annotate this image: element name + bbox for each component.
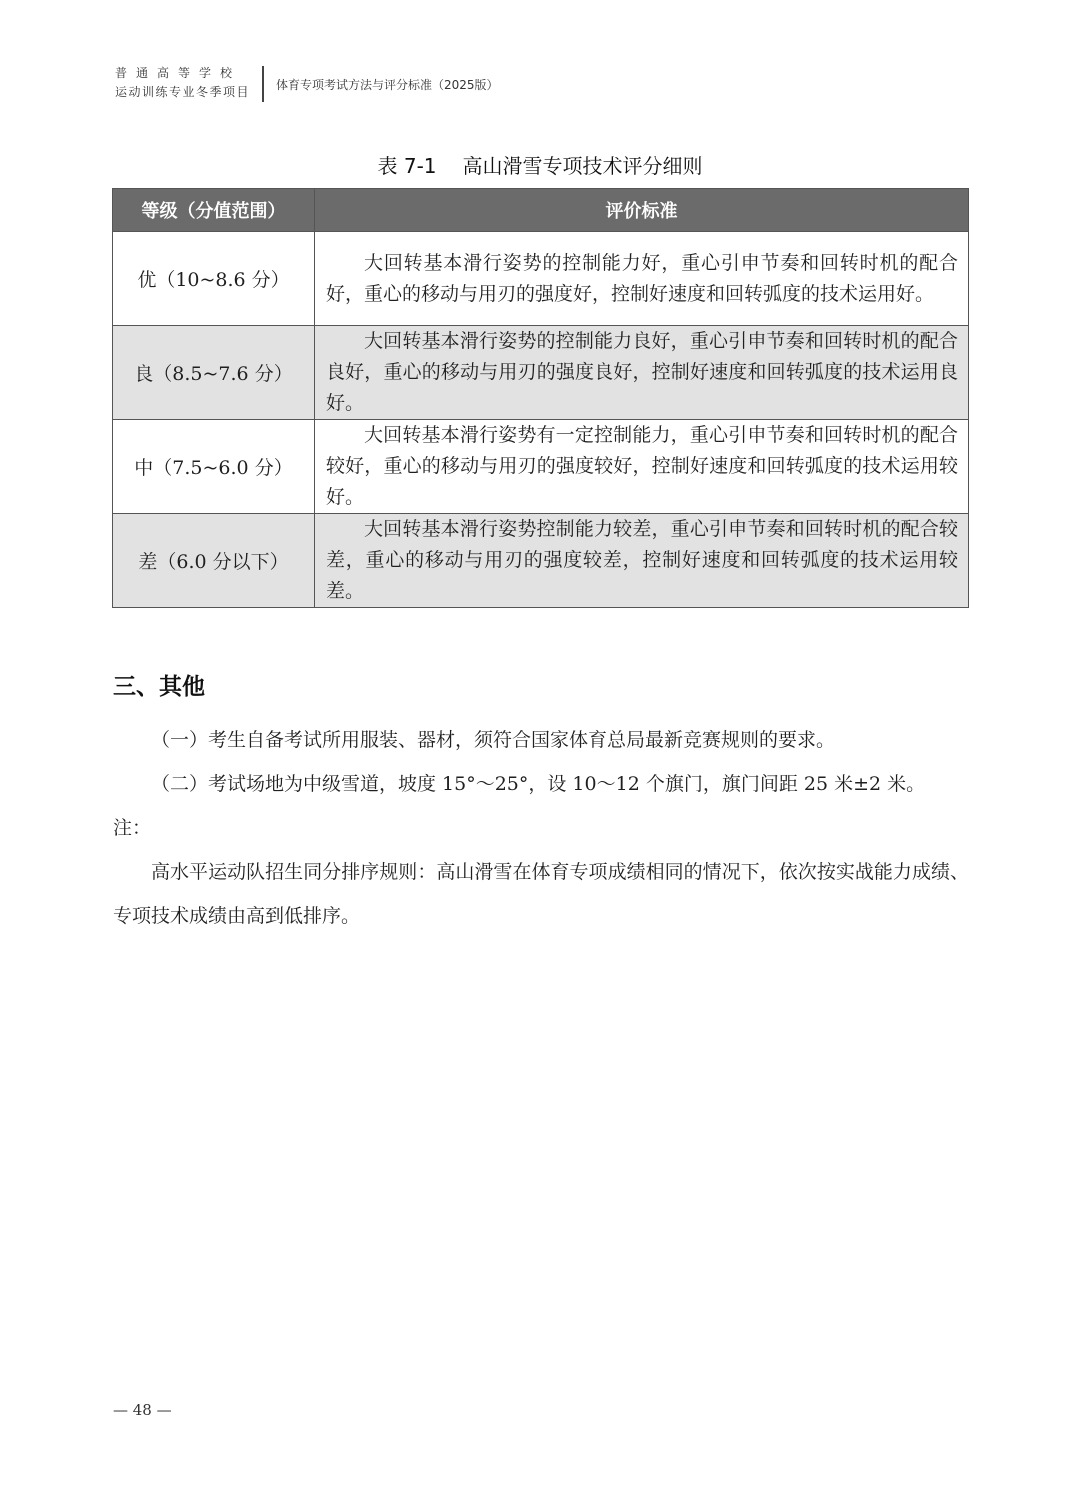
header-divider bbox=[262, 66, 264, 102]
column-header-level: 等级（分值范围） bbox=[113, 189, 315, 232]
grade-level-cell: 优（10~8.6 分） bbox=[113, 232, 315, 326]
table-title: 高山滑雪专项技术评分细则 bbox=[462, 154, 703, 178]
running-header bbox=[115, 64, 499, 102]
page-number: — 48 — bbox=[113, 1401, 172, 1419]
table-header-row bbox=[113, 189, 969, 232]
header-line-2: 运动训练专业冬季项目 bbox=[115, 85, 251, 99]
note-label: 注： bbox=[113, 817, 152, 839]
grade-criteria-cell: 大回转基本滑行姿势的控制能力好，重心引申节奏和回转时机的配合好，重心的移动与用刃的强度好，控制好速度和回转弧度的技术运用好。 bbox=[315, 232, 969, 326]
grade-level-cell: 差（6.0 分以下） bbox=[113, 514, 315, 608]
table-row bbox=[113, 232, 969, 326]
scoring-table bbox=[112, 188, 969, 608]
table-row bbox=[113, 420, 969, 514]
table-caption bbox=[0, 150, 1080, 179]
paragraph-equipment: （一）考生自备考试所用服装、器材，须符合国家体育总局最新竞赛规则的要求。 bbox=[151, 729, 836, 751]
grade-level-cell: 中（7.5~6.0 分） bbox=[113, 420, 315, 514]
section-body bbox=[113, 718, 969, 938]
table-row bbox=[113, 514, 969, 608]
grade-criteria-cell: 大回转基本滑行姿势控制能力较差，重心引申节奏和回转时机的配合较差，重心的移动与用刃的强度较差，控制好速度和回转弧度的技术运用较差。 bbox=[315, 514, 969, 608]
header-chapter-title: 体育专项考试方法与评分标准（2025版） bbox=[276, 78, 499, 92]
column-header-criteria: 评价标准 bbox=[315, 189, 969, 232]
table-number: 表 7-1 bbox=[377, 154, 437, 178]
grade-criteria-cell: 大回转基本滑行姿势有一定控制能力，重心引申节奏和回转时机的配合较好，重心的移动与用刃的强度较好，控制好速度和回转弧度的技术运用较好。 bbox=[315, 420, 969, 514]
grade-criteria-cell: 大回转基本滑行姿势的控制能力良好，重心引申节奏和回转时机的配合良好，重心的移动与用刃的强度良好，控制好速度和回转弧度的技术运用良好。 bbox=[315, 326, 969, 420]
table-row bbox=[113, 326, 969, 420]
paragraph-venue: （二）考试场地为中级雪道，坡度 15°～25°，设 10～12 个旗门，旗门间距 25 米±2 米。 bbox=[151, 773, 926, 795]
header-line-1: 普通高等学校 bbox=[115, 66, 242, 80]
section-heading: 三、其他 bbox=[113, 674, 205, 700]
grade-level-cell: 良（8.5~7.6 分） bbox=[113, 326, 315, 420]
paragraph-tiebreak-rule: 高水平运动队招生同分排序规则：高山滑雪在体育专项成绩相同的情况下，依次按实战能力成绩、专项技术成绩由高到低排序。 bbox=[113, 861, 969, 927]
header-book-title bbox=[115, 64, 250, 102]
